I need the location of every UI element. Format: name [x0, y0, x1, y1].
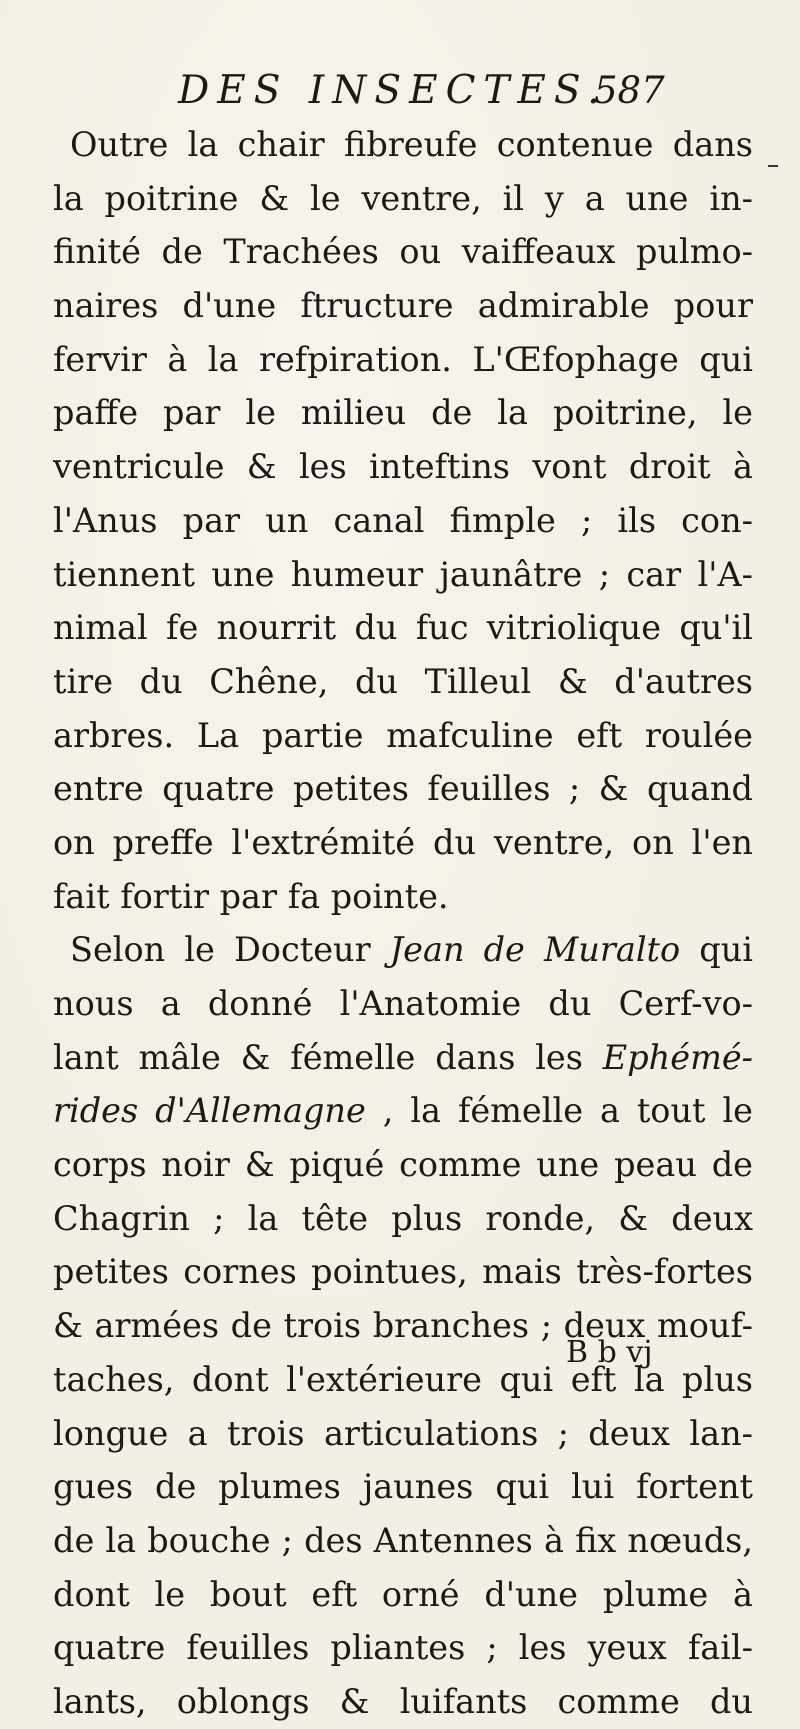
italic-title: rides d'Allemagne [53, 1091, 366, 1131]
italic-name: Jean de Muralto [389, 930, 681, 970]
text-line: petites cornes pointues, mais très-fortes [53, 1252, 753, 1292]
text-line: longue a trois articulations ; deux lan- [53, 1413, 753, 1453]
text-line: dont le bout eft orné d'une plume à [53, 1574, 753, 1614]
page-number: 587 [594, 69, 665, 112]
text-line: Chagrin ; la tête plus ronde, & deux [53, 1198, 753, 1238]
text-line: taches, dont l'extérieure qui eft la plus [53, 1359, 753, 1399]
text-line-mixed [53, 1084, 753, 1138]
margin-mark [768, 165, 778, 167]
text-line: fervir à la refpiration. L'Œfophage qui [53, 339, 753, 379]
text-line-mixed [53, 977, 753, 1031]
text-line: finité de Trachées ou vaiffeaux pulmo- [53, 232, 753, 272]
text-line: fait fortir par fa pointe. [53, 876, 449, 916]
text-segment: lant mâle & fémelle dans les [53, 1037, 603, 1077]
running-head: DES INSECTES. [178, 68, 608, 113]
text-line: quatre feuilles pliantes ; les yeux fail- [53, 1628, 753, 1668]
text-line: de la bouche ; des Antennes à fix nœuds, [53, 1520, 753, 1560]
text-segment: , la fémelle a tout le [365, 1091, 753, 1131]
text-line: paffe par le milieu de la poitrine, le [53, 393, 753, 433]
text-line: corps noir & piqué comme une peau de [53, 1145, 753, 1185]
text-segment: nous a donné l'Anatomie du Cerf-vo- [53, 984, 753, 1023]
text-line: & armées de trois branches ; deux mouf- [53, 1306, 753, 1346]
text-line: on preffe l'extrémité du ventre, on l'en [53, 822, 753, 862]
text-line: ventricule & les inteftins vont droit à [53, 447, 753, 487]
text-line: nimal fe nourrit du fuc vitriolique qu'il [53, 608, 753, 648]
text-line: l'Anus par un canal fimple ; ils con- [53, 500, 753, 540]
italic-title: Ephémé- [602, 1037, 753, 1077]
text-segment: Selon le Docteur [70, 930, 390, 970]
text-line: gues de plumes jaunes qui lui fortent [53, 1467, 753, 1507]
signature-mark: B b vj [566, 1335, 653, 1370]
text-segment: qui [680, 930, 754, 970]
text-line: lants, oblongs & luifants comme du [53, 1681, 753, 1721]
text-line: Outre la chair fibreufe contenue dans [70, 125, 753, 164]
page-header [0, 68, 800, 114]
text-line: tiennent une humeur jaunâtre ; car l'A- [53, 554, 753, 594]
text-line: naires d'une ftructure admirable pour [53, 286, 753, 326]
text-line: entre quatre petites feuilles ; & quand [53, 769, 753, 809]
text-line-mixed [53, 923, 753, 977]
body-text [53, 118, 753, 1729]
text-line: arbres. La partie mafculine eft roulée [53, 715, 753, 755]
text-line: la poitrine & le ventre, il y a une in- [53, 178, 753, 218]
text-line-mixed [53, 1031, 753, 1085]
text-line: tire du Chêne, du Tilleul & d'autres [53, 661, 753, 701]
